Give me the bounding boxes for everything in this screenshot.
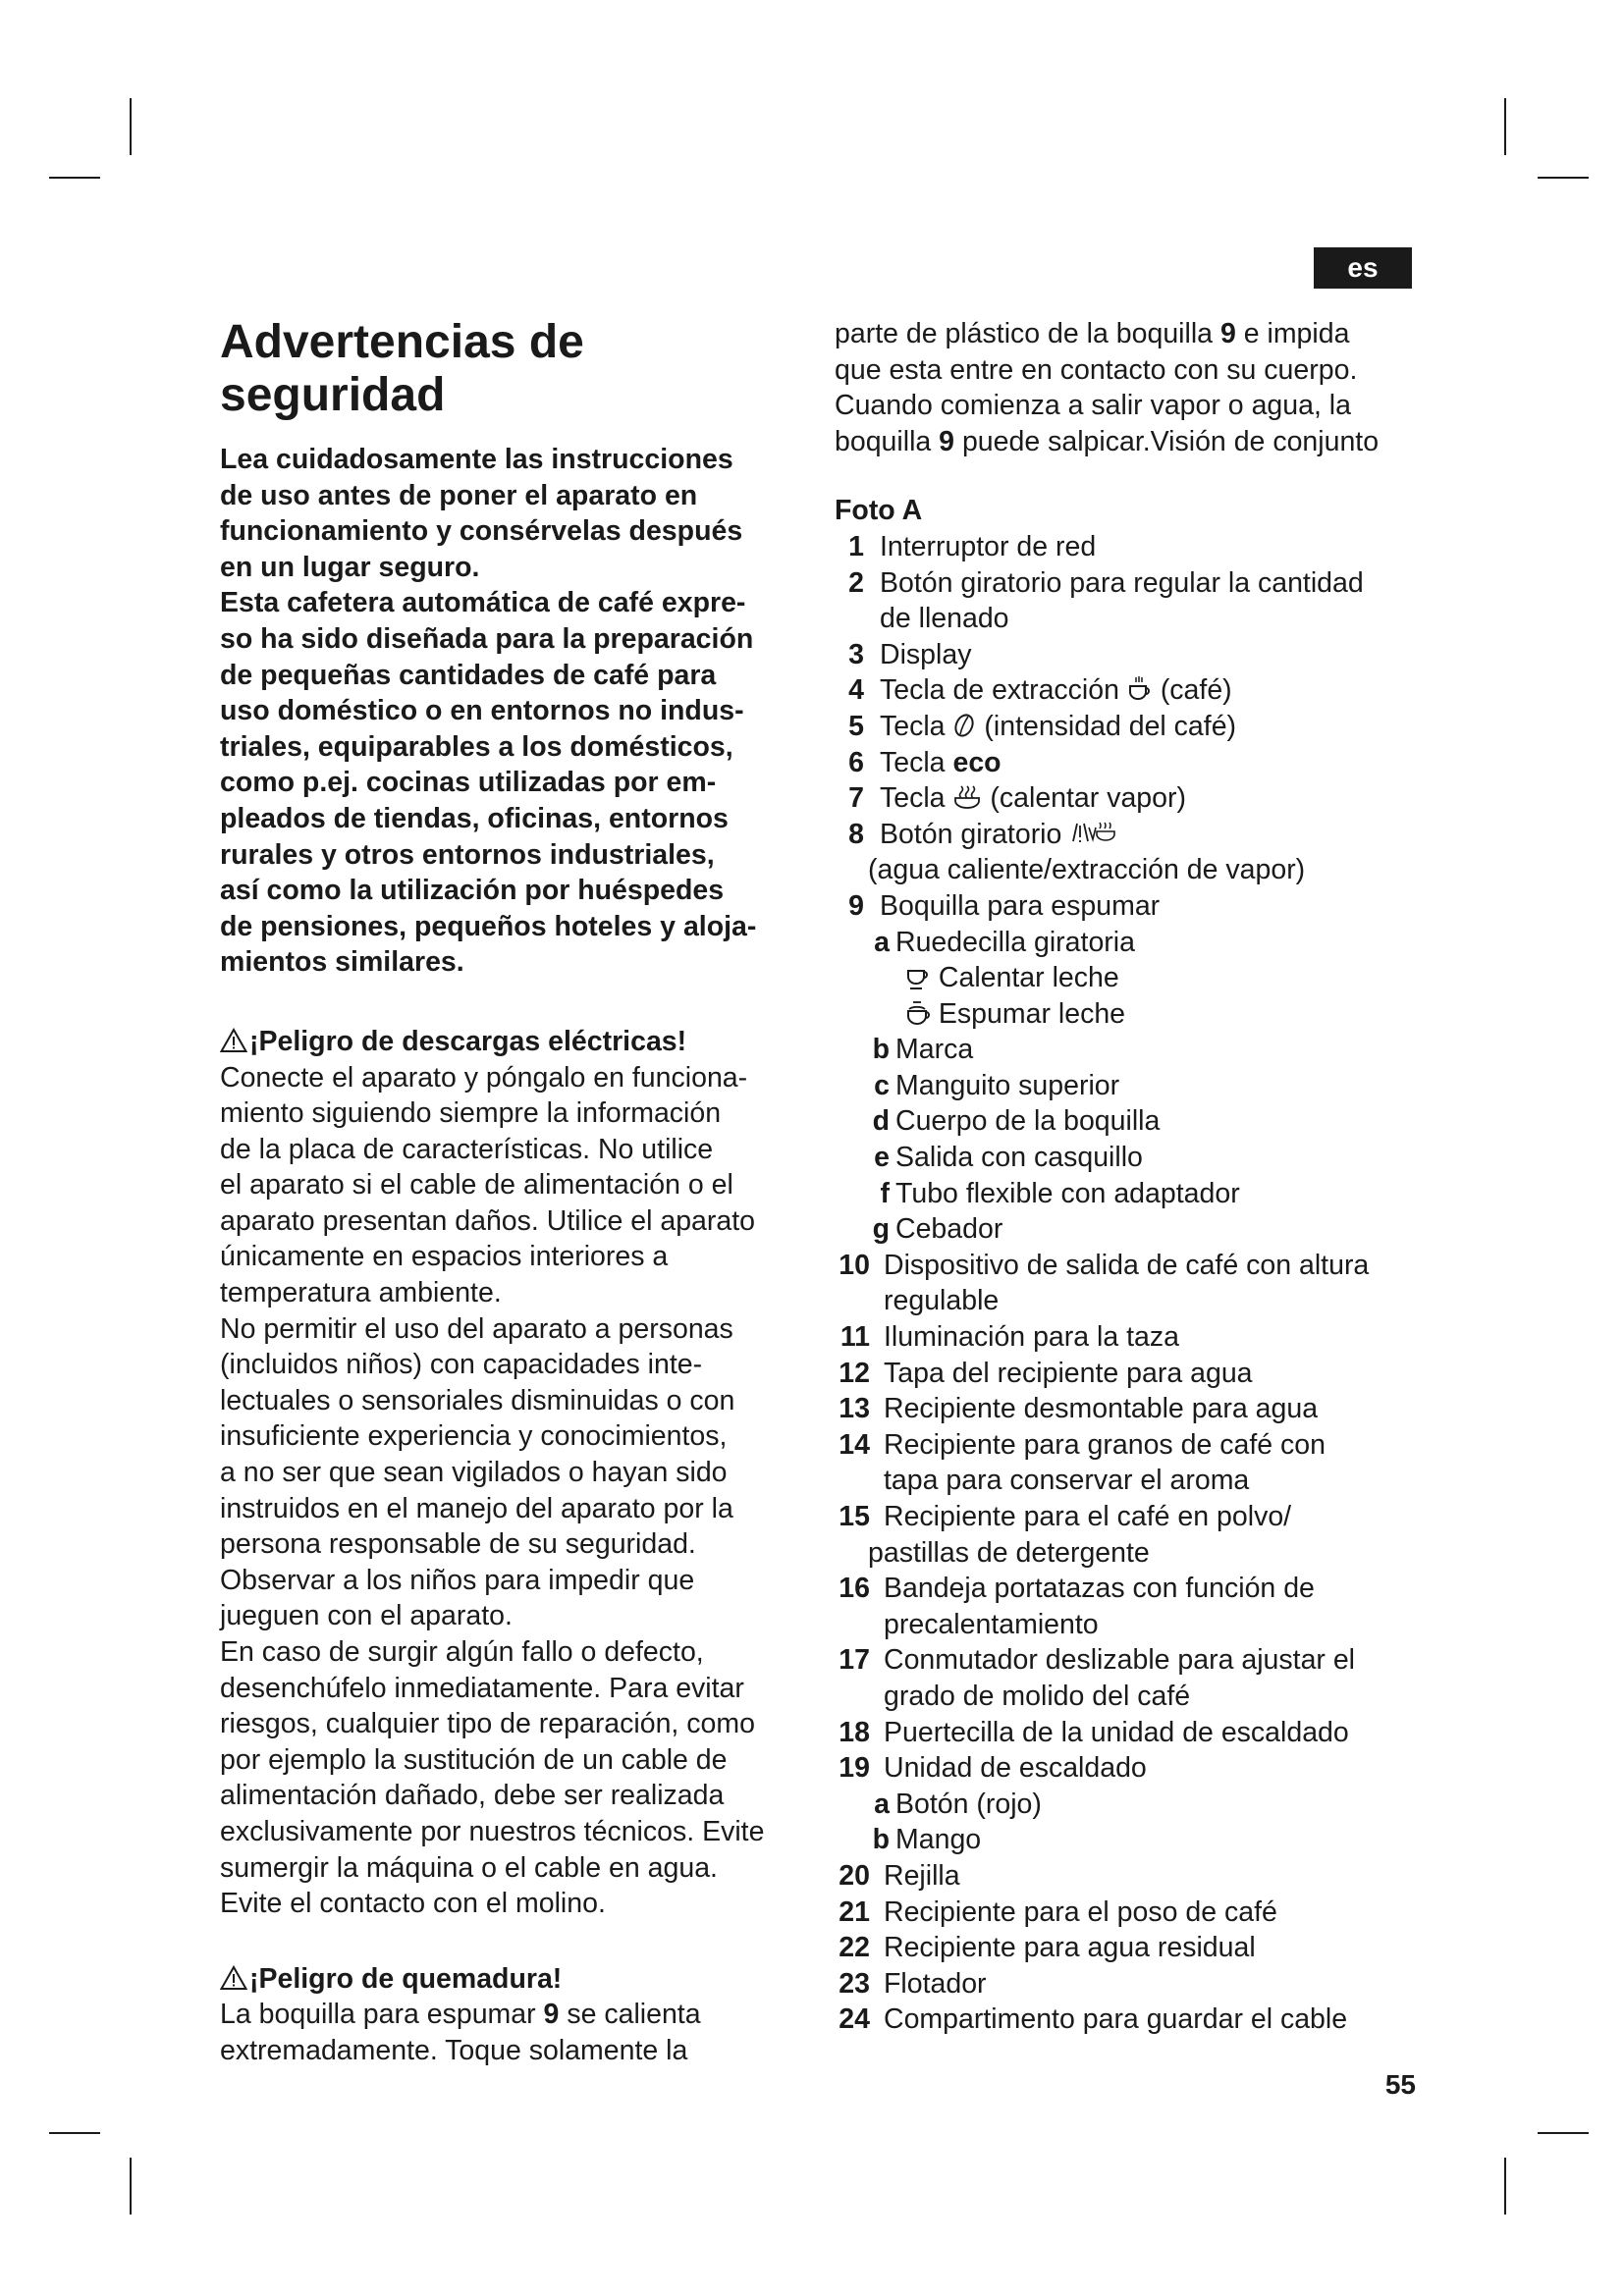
intro-line: pleados de tiendas, oficinas, entornos: [220, 802, 729, 834]
list-subitem: [835, 1211, 1424, 1248]
list-item: [835, 1930, 1424, 1966]
item-text: Ruedecilla giratoria: [895, 926, 1135, 958]
crop-mark-top-right-vertical: [1504, 98, 1506, 155]
right-column: [835, 316, 1424, 2038]
list-item: [835, 1750, 1424, 1787]
crop-mark-bottom-left-vertical: [130, 2158, 132, 2215]
list-item: [835, 780, 1424, 817]
list-subitem: [835, 1032, 1424, 1068]
item-number: 13: [839, 1393, 870, 1425]
item-letter: c: [874, 1069, 890, 1101]
item-number: 1: [848, 530, 864, 562]
foto-a-heading: Foto A: [835, 495, 923, 527]
item-text: Salida con casquillo: [895, 1142, 1143, 1174]
item-number: 4: [848, 674, 864, 707]
item-text: Mango: [895, 1824, 982, 1856]
left-column: [220, 316, 799, 2069]
item-letter: f: [880, 1177, 890, 1209]
item-letter: d: [872, 1105, 890, 1138]
item-number: 24: [839, 2003, 870, 2036]
item-text: Marca: [895, 1034, 974, 1066]
item-text: Unidad de escaldado: [884, 1752, 1147, 1785]
list-item: [835, 1715, 1424, 1751]
item-text: (calentar vapor): [990, 782, 1186, 815]
intro-line: Esta cafetera automática de café expre-: [220, 587, 746, 619]
list-item: [835, 1966, 1424, 2002]
item-text: Flotador: [884, 1967, 987, 2000]
body-line: a no ser que sean vigilados o hayan sido: [220, 1457, 728, 1489]
body-line: de la placa de características. No utilice: [220, 1133, 714, 1165]
item-text-continued: precalentamiento: [884, 1608, 1099, 1640]
intro-line: mientos similares.: [220, 946, 464, 979]
intro-line: Lea cuidadosamente las instrucciones: [220, 444, 733, 475]
eco-label: eco: [952, 746, 1001, 778]
hot-water-steam-icon: [1069, 820, 1116, 847]
crop-mark-top-left-horizontal: [49, 177, 100, 179]
body-line: riesgos, cualquier tipo de reparación, como: [220, 1708, 755, 1740]
item-number: 18: [839, 1716, 870, 1748]
item-number: 21: [839, 1896, 870, 1928]
electric-shock-heading: [220, 1024, 799, 1060]
list-subitem: [835, 925, 1424, 961]
body-text: puede salpicar.Visión de conjunto: [954, 425, 1380, 457]
list-item: [835, 1895, 1424, 1931]
title-line-2: seguridad: [220, 369, 446, 421]
item-number: 8: [848, 818, 864, 850]
item-text: Dispositivo de salida de café con altura: [884, 1249, 1370, 1281]
item-text-continued: regulable: [884, 1285, 1000, 1317]
froth-milk-icon: [905, 999, 931, 1027]
body-text: se calienta: [559, 1999, 701, 2031]
page-number: 55: [1384, 2069, 1416, 2100]
item-text: Cebador: [895, 1213, 1003, 1246]
intro-line: rurales y otros entornos industriales,: [220, 838, 715, 871]
item-text: Recipiente para granos de café con: [884, 1428, 1326, 1461]
body-line: únicamente en espacios interiores a: [220, 1241, 669, 1273]
item-letter: g: [872, 1213, 890, 1246]
list-item: [835, 1499, 1424, 1571]
list-item: [835, 1248, 1424, 1319]
item-number: 23: [839, 1967, 870, 2000]
item-text: Tapa del recipiente para agua: [884, 1357, 1253, 1389]
item-text-continued: pastillas de detergente: [868, 1536, 1150, 1569]
item-text: Tecla: [880, 710, 946, 742]
body-line: extremadamente. Toque solamente la: [220, 2034, 688, 2066]
item-number: 15: [839, 1501, 870, 1532]
list-subitem: [835, 996, 1424, 1033]
intro-line: de uso antes de poner el aparato en: [220, 479, 698, 511]
item-text: Tubo flexible con adaptador: [895, 1177, 1240, 1209]
heat-milk-icon: [905, 965, 931, 990]
item-number: 12: [839, 1357, 870, 1389]
item-text-continued: de llenado: [880, 603, 1009, 635]
body-text: parte de plástico de la boquilla: [835, 318, 1220, 349]
intro-line: de pensiones, pequeños hoteles y aloja-: [220, 910, 757, 942]
intro-line: como p.ej. cocinas utilizadas por em-: [220, 767, 717, 799]
page-title: [220, 316, 799, 422]
body-line: Evite el contacto con el molino.: [220, 1888, 606, 1920]
item-number: 17: [839, 1644, 870, 1677]
intro-line: de pequeñas cantidades de café para: [220, 659, 717, 691]
body-line: Conecte el aparato y póngalo en funciona-: [220, 1061, 748, 1094]
title-line-1: Advertencias de: [220, 316, 584, 368]
steam-heat-icon: [952, 783, 982, 811]
item-text: Boquilla para espumar: [880, 889, 1161, 922]
item-text: Cuerpo de la boquilla: [895, 1105, 1161, 1138]
list-item: [835, 817, 1424, 888]
list-subitem: [835, 1822, 1424, 1858]
body-line: exclusivamente por nuestros técnicos. Evite: [220, 1815, 765, 1847]
list-item: [835, 1858, 1424, 1895]
list-item: [835, 1319, 1424, 1356]
crop-mark-bottom-right-horizontal: [1538, 2132, 1589, 2134]
item-text: Interruptor de red: [880, 530, 1097, 562]
body-line: Cuando comienza a salir vapor o agua, la: [835, 390, 1351, 422]
item-text-continued: (agua caliente/extracción de vapor): [868, 854, 1306, 886]
body-line: desenchúfelo inmediatamente. Para evitar: [220, 1672, 744, 1704]
item-number: 5: [848, 710, 864, 742]
list-subitem: [835, 960, 1424, 996]
intro-line: en un lugar seguro.: [220, 551, 480, 583]
electric-shock-heading-text: ¡Peligro de descargas eléctricas!: [249, 1025, 687, 1057]
body-line: el aparato si el cable de alimentación o el: [220, 1169, 733, 1201]
coffee-cup-icon: [1127, 675, 1153, 703]
intro-line: así como la utilización por huéspedes: [220, 875, 725, 907]
crop-mark-top-right-horizontal: [1538, 177, 1589, 179]
intro-line: uso doméstico o en entornos no indus-: [220, 695, 744, 727]
item-text: Conmutador deslizable para ajustar el: [884, 1644, 1356, 1677]
coffee-bean-icon: [952, 712, 976, 739]
crop-mark-top-left-vertical: [130, 98, 132, 155]
list-item: [835, 1427, 1424, 1499]
parts-list: [835, 529, 1424, 2038]
list-item: [835, 565, 1424, 637]
list-item: [835, 1391, 1424, 1427]
body-line: por ejemplo la sustitución de un cable de: [220, 1743, 728, 1776]
intro-line: funcionamiento y consérvelas después: [220, 515, 743, 548]
list-subitem: [835, 1787, 1424, 1823]
item-text: Calentar leche: [938, 962, 1119, 994]
item-text: Recipiente para el café en polvo/: [884, 1501, 1292, 1532]
body-line: En caso de surgir algún fallo o defecto,: [220, 1636, 704, 1668]
body-line: Observar a los niños para impedir que: [220, 1564, 695, 1596]
item-text: Bandeja portatazas con función de: [884, 1573, 1315, 1605]
body-text: e impida: [1235, 318, 1350, 349]
electric-shock-paragraph: [220, 1060, 799, 1922]
burn-hazard-continuation: [835, 316, 1424, 459]
item-number: 16: [839, 1573, 870, 1605]
item-number: 9: [848, 889, 864, 922]
item-number: 20: [839, 1859, 870, 1892]
item-text: Iluminación para la taza: [884, 1321, 1180, 1354]
body-line: persona responsable de su seguridad.: [220, 1528, 696, 1561]
item-text: (café): [1160, 674, 1232, 707]
item-number: 7: [848, 782, 864, 815]
crop-mark-bottom-right-vertical: [1504, 2158, 1506, 2215]
part-number-ref: 9: [543, 1999, 560, 2031]
body-line: alimentación dañado, debe ser realizada: [220, 1780, 725, 1812]
item-number: 2: [848, 566, 864, 599]
part-number-ref: 9: [939, 425, 955, 457]
item-number: 14: [839, 1428, 870, 1461]
item-letter: a: [874, 926, 890, 958]
body-line: lectuales o sensoriales disminuidas o con: [220, 1384, 735, 1416]
warning-triangle-icon: [220, 1028, 247, 1053]
list-item: [835, 745, 1424, 781]
list-item: [835, 637, 1424, 673]
body-text: boquilla: [835, 425, 940, 457]
body-line: temperatura ambiente.: [220, 1277, 502, 1309]
item-number: 11: [839, 1321, 870, 1354]
item-text: Botón giratorio: [880, 818, 1062, 850]
list-item: [835, 1642, 1424, 1714]
item-text: Espumar leche: [938, 997, 1126, 1030]
item-letter: a: [874, 1788, 890, 1820]
language-tab: es: [1314, 247, 1412, 289]
burn-hazard-heading: [220, 1961, 799, 1998]
item-text: Recipiente para agua residual: [884, 1932, 1256, 1964]
item-letter: b: [872, 1034, 890, 1066]
list-item: [835, 1356, 1424, 1392]
item-text: Tecla: [880, 782, 946, 815]
item-letter: b: [872, 1824, 890, 1856]
body-line: miento siguiendo siempre la información: [220, 1097, 722, 1130]
list-item: [835, 709, 1424, 745]
list-subitem: [835, 1176, 1424, 1212]
item-text-continued: tapa para conservar el aroma: [884, 1465, 1250, 1497]
list-subitem: [835, 1103, 1424, 1140]
body-text: La boquilla para espumar: [220, 1999, 544, 2031]
list-subitem: [835, 1140, 1424, 1176]
item-number: 19: [839, 1752, 870, 1785]
burn-hazard-paragraph: [220, 1997, 799, 2068]
body-line: que esta entre en contacto con su cuerpo.: [835, 353, 1358, 386]
item-text: Recipiente desmontable para agua: [884, 1393, 1319, 1425]
body-line: No permitir el uso del aparato a personas: [220, 1312, 733, 1345]
list-item: [835, 2002, 1424, 2038]
item-number: 10: [839, 1249, 870, 1281]
body-line: jueguen con el aparato.: [220, 1600, 513, 1632]
list-item: [835, 672, 1424, 709]
item-letter: e: [874, 1142, 890, 1174]
burn-hazard-heading-text: ¡Peligro de quemadura!: [249, 1962, 563, 1995]
body-line: sumergir la máquina o el cable en agua.: [220, 1851, 718, 1884]
crop-mark-bottom-left-horizontal: [49, 2132, 100, 2134]
item-text: Compartimento para guardar el cable: [884, 2003, 1348, 2036]
body-line: instruidos en el manejo del aparato por la: [220, 1492, 733, 1524]
warning-triangle-icon: [220, 1965, 247, 1991]
intro-line: triales, equiparables a los domésticos,: [220, 730, 733, 763]
item-text-continued: grado de molido del café: [884, 1680, 1191, 1712]
item-text: Manguito superior: [895, 1069, 1120, 1101]
item-text: Display: [880, 638, 972, 670]
list-item: [835, 529, 1424, 565]
item-text: Botón giratorio para regular la cantidad: [880, 566, 1364, 599]
intro-line: so ha sido diseñada para la preparación: [220, 622, 754, 655]
item-text: Botón (rojo): [895, 1788, 1042, 1820]
item-text: Rejilla: [884, 1859, 960, 1892]
item-number: 6: [848, 746, 864, 778]
list-subitem: [835, 1068, 1424, 1104]
intro-paragraph: [220, 442, 799, 981]
list-item: [835, 1571, 1424, 1642]
body-line: insuficiente experiencia y conocimientos,: [220, 1420, 728, 1453]
item-text: Tecla: [880, 746, 946, 778]
item-text: Tecla de extracción: [880, 674, 1119, 707]
part-number-ref: 9: [1219, 318, 1236, 349]
list-item: [835, 888, 1424, 925]
item-text: (intensidad del café): [984, 710, 1237, 742]
body-line: aparato presentan daños. Utilice el aparato: [220, 1204, 756, 1237]
item-text: Puertecilla de la unidad de escaldado: [884, 1716, 1349, 1748]
body-line: (incluidos niños) con capacidades inte-: [220, 1349, 703, 1381]
item-number: 3: [848, 638, 864, 670]
item-number: 22: [839, 1932, 870, 1964]
item-text: Recipiente para el poso de café: [884, 1896, 1277, 1928]
